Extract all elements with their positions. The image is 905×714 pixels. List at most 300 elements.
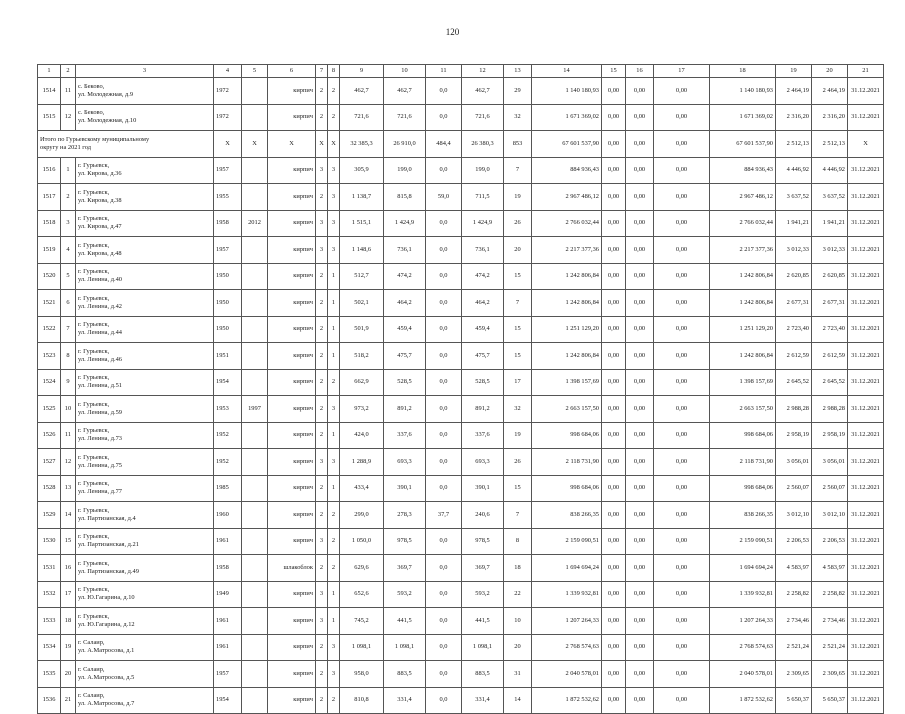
entrances-cell: 2 xyxy=(328,528,340,555)
residents-cell: 10 xyxy=(504,608,532,635)
unit-cost-cell: 2 206,53 xyxy=(776,528,812,555)
owners-funds-cell: 1 872 532,62 xyxy=(710,687,776,714)
max-unit-cost-cell: 2 734,46 xyxy=(812,608,848,635)
total-cost-cell: 2 040 578,01 xyxy=(532,661,602,688)
fund-cell: 0,00 xyxy=(626,316,654,343)
area-cell: 1 098,1 xyxy=(462,634,504,661)
column-number-header: 1 xyxy=(38,65,61,78)
row-number-cell: 14 xyxy=(61,502,76,529)
fund-cell: 0,00 xyxy=(602,555,626,582)
area-cell: 0,0 xyxy=(426,343,462,370)
max-unit-cost-cell: 2 958,19 xyxy=(812,422,848,449)
fund-cell: 0,00 xyxy=(602,157,626,184)
residents-cell: 26 xyxy=(504,210,532,237)
floors-cell: 3 xyxy=(316,210,328,237)
fund-cell: 0,00 xyxy=(654,608,710,635)
fund-cell: 0,00 xyxy=(626,661,654,688)
column-number-header: 19 xyxy=(776,65,812,78)
owners-funds-cell: 2 159 090,51 xyxy=(710,528,776,555)
floors-cell: 2 xyxy=(316,502,328,529)
row-index-cell: 1522 xyxy=(38,316,61,343)
row-number-cell: 4 xyxy=(61,237,76,264)
area-cell: 0,0 xyxy=(426,290,462,317)
residents-cell: 853 xyxy=(504,131,532,158)
entrances-cell: 1 xyxy=(328,475,340,502)
row-index-cell: 1534 xyxy=(38,634,61,661)
row-index-cell: 1520 xyxy=(38,263,61,290)
address-cell-line-2: ул. Ленина, д.44 xyxy=(78,329,122,337)
unit-cost-cell: 3 012,33 xyxy=(776,237,812,264)
residents-cell: 22 xyxy=(504,581,532,608)
area-cell: 433,4 xyxy=(340,475,384,502)
address-cell xyxy=(76,157,214,184)
year-built-cell: 1957 xyxy=(214,237,242,264)
area-cell: 0,0 xyxy=(426,634,462,661)
area-cell: 528,5 xyxy=(384,369,426,396)
column-number-header: 18 xyxy=(710,65,776,78)
row-number-cell: 6 xyxy=(61,290,76,317)
deadline-cell: 31.12.2021 xyxy=(848,502,884,529)
table-row xyxy=(38,210,884,237)
column-number-header: 2 xyxy=(61,65,76,78)
area-cell: 441,5 xyxy=(384,608,426,635)
entrances-cell: 1 xyxy=(328,608,340,635)
row-number-cell: 11 xyxy=(61,422,76,449)
address-cell xyxy=(76,343,214,370)
area-cell: 0,0 xyxy=(426,263,462,290)
address-cell xyxy=(76,184,214,211)
unit-cost-cell: 5 650,37 xyxy=(776,687,812,714)
unit-cost-cell: 2 734,46 xyxy=(776,608,812,635)
table-row xyxy=(38,661,884,688)
address-cell-line-1: с. Беково, xyxy=(78,82,105,90)
row-number-cell: 21 xyxy=(61,687,76,714)
area-cell: 745,2 xyxy=(340,608,384,635)
year-reconstructed-cell xyxy=(242,369,268,396)
floors-cell: 2 xyxy=(316,104,328,131)
area-cell: 337,6 xyxy=(384,422,426,449)
entrances-cell: 1 xyxy=(328,581,340,608)
area-cell: 462,7 xyxy=(462,78,504,105)
row-number-cell: 18 xyxy=(61,608,76,635)
fund-cell: 0,00 xyxy=(626,502,654,529)
total-cost-cell: 2 768 574,63 xyxy=(532,634,602,661)
wall-material-cell: кирпич xyxy=(268,237,316,264)
area-cell: 0,0 xyxy=(426,608,462,635)
address-cell-line-1: г. Гурьевск, xyxy=(78,453,110,461)
year-reconstructed-cell xyxy=(242,608,268,635)
entrances-cell: 3 xyxy=(328,661,340,688)
wall-material-cell: кирпич xyxy=(268,290,316,317)
wall-material-cell: кирпич xyxy=(268,661,316,688)
wall-material-cell: кирпич xyxy=(268,608,316,635)
area-cell: 37,7 xyxy=(426,502,462,529)
row-index-cell: 1535 xyxy=(38,661,61,688)
wall-material-cell: кирпич xyxy=(268,422,316,449)
row-index-cell: 1518 xyxy=(38,210,61,237)
wall-material-cell: кирпич xyxy=(268,104,316,131)
floors-cell: 2 xyxy=(316,184,328,211)
area-cell: 1 098,1 xyxy=(384,634,426,661)
fund-cell: 0,00 xyxy=(602,290,626,317)
fund-cell: 0,00 xyxy=(602,78,626,105)
fund-cell: 0,00 xyxy=(626,528,654,555)
wall-material-cell: кирпич xyxy=(268,528,316,555)
entrances-cell: 1 xyxy=(328,343,340,370)
address-cell-line-1: г. Гурьевск, xyxy=(78,506,110,514)
fund-cell: 0,00 xyxy=(626,131,654,158)
row-number-cell: 10 xyxy=(61,396,76,423)
fund-cell: 0,00 xyxy=(654,502,710,529)
table-row xyxy=(38,581,884,608)
fund-cell: 0,00 xyxy=(602,422,626,449)
row-number-cell: 12 xyxy=(61,104,76,131)
unit-cost-cell: 2 464,19 xyxy=(776,78,812,105)
year-reconstructed-cell xyxy=(242,343,268,370)
area-cell: 441,5 xyxy=(462,608,504,635)
area-cell: 978,5 xyxy=(462,528,504,555)
deadline-cell: 31.12.2021 xyxy=(848,581,884,608)
deadline-cell: 31.12.2021 xyxy=(848,237,884,264)
area-cell: 424,0 xyxy=(340,422,384,449)
entrances-cell: 3 xyxy=(328,157,340,184)
address-cell xyxy=(76,581,214,608)
floors-cell: 2 xyxy=(316,422,328,449)
floors-cell: 2 xyxy=(316,661,328,688)
entrances-cell: 2 xyxy=(328,104,340,131)
fund-cell: 0,00 xyxy=(654,528,710,555)
area-cell: 464,2 xyxy=(384,290,426,317)
max-unit-cost-cell: 3 056,01 xyxy=(812,449,848,476)
address-cell-line-2: ул. Ленина, д.77 xyxy=(78,488,122,496)
year-built-cell: 1950 xyxy=(214,263,242,290)
fund-cell: 0,00 xyxy=(626,157,654,184)
total-cost-cell: 1 694 694,24 xyxy=(532,555,602,582)
area-cell: 1 098,1 xyxy=(340,634,384,661)
floors-cell: 2 xyxy=(316,343,328,370)
fund-cell: 0,00 xyxy=(602,131,626,158)
year-built-cell: 1949 xyxy=(214,581,242,608)
row-number-cell: 17 xyxy=(61,581,76,608)
residents-cell: 20 xyxy=(504,237,532,264)
year-reconstructed-cell xyxy=(242,581,268,608)
area-cell: 629,6 xyxy=(340,555,384,582)
address-cell xyxy=(76,422,214,449)
total-cost-cell: 2 118 731,90 xyxy=(532,449,602,476)
address-cell xyxy=(76,687,214,714)
deadline-cell: 31.12.2021 xyxy=(848,369,884,396)
total-row xyxy=(38,131,884,158)
area-cell: 0,0 xyxy=(426,78,462,105)
area-cell: 59,0 xyxy=(426,184,462,211)
area-cell: 1 515,1 xyxy=(340,210,384,237)
owners-funds-cell: 1 671 369,02 xyxy=(710,104,776,131)
floors-cell: 3 xyxy=(316,581,328,608)
owners-funds-cell: 1 242 806,84 xyxy=(710,290,776,317)
area-cell: 0,0 xyxy=(426,449,462,476)
fund-cell: 0,00 xyxy=(626,555,654,582)
unit-cost-cell: 3 056,01 xyxy=(776,449,812,476)
year-reconstructed-cell: 2012 xyxy=(242,210,268,237)
year-built-cell: 1985 xyxy=(214,475,242,502)
fund-cell: 0,00 xyxy=(602,449,626,476)
area-cell: 958,0 xyxy=(340,661,384,688)
address-cell-line-1: г. Гурьевск, xyxy=(78,215,110,223)
table-row xyxy=(38,608,884,635)
row-index-cell: 1531 xyxy=(38,555,61,582)
max-unit-cost-cell: 2 512,13 xyxy=(812,131,848,158)
address-cell-line-2: ул. Кирова, д.48 xyxy=(78,249,122,257)
unit-cost-cell: 4 446,92 xyxy=(776,157,812,184)
address-cell-line-2: ул. Кирова, д.36 xyxy=(78,170,122,178)
year-reconstructed-cell xyxy=(242,502,268,529)
row-index-cell: 1536 xyxy=(38,687,61,714)
area-cell: 978,5 xyxy=(384,528,426,555)
column-number-header: 16 xyxy=(626,65,654,78)
address-cell-line-2: ул. Молодежная, д.10 xyxy=(78,117,137,125)
address-cell-line-2: ул. Ленина, д.51 xyxy=(78,382,122,390)
unit-cost-cell: 2 316,20 xyxy=(776,104,812,131)
floors-cell: 2 xyxy=(316,475,328,502)
entrances-cell: X xyxy=(328,131,340,158)
floors-cell: 3 xyxy=(316,449,328,476)
total-cost-cell: 2 967 486,12 xyxy=(532,184,602,211)
area-cell: 512,7 xyxy=(340,263,384,290)
row-number-cell: 2 xyxy=(61,184,76,211)
fund-cell: 0,00 xyxy=(654,316,710,343)
fund-cell: 0,00 xyxy=(602,263,626,290)
table-row xyxy=(38,316,884,343)
fund-cell: 0,00 xyxy=(626,184,654,211)
max-unit-cost-cell: 2 464,19 xyxy=(812,78,848,105)
address-cell-line-1: г. Гурьевск, xyxy=(78,374,110,382)
owners-funds-cell: 1 694 694,24 xyxy=(710,555,776,582)
table-row xyxy=(38,475,884,502)
deadline-cell: 31.12.2021 xyxy=(848,316,884,343)
max-unit-cost-cell: 2 620,85 xyxy=(812,263,848,290)
year-built-cell: 1972 xyxy=(214,78,242,105)
row-index-cell: 1514 xyxy=(38,78,61,105)
area-cell: 32 385,3 xyxy=(340,131,384,158)
address-cell-line-2: ул. Кирова, д.38 xyxy=(78,196,122,204)
year-reconstructed-cell xyxy=(242,422,268,449)
entrances-cell: 2 xyxy=(328,78,340,105)
row-number-cell: 7 xyxy=(61,316,76,343)
max-unit-cost-cell: 3 012,10 xyxy=(812,502,848,529)
area-cell: 0,0 xyxy=(426,555,462,582)
area-cell: 474,2 xyxy=(462,263,504,290)
area-cell: 0,0 xyxy=(426,396,462,423)
area-cell: 464,2 xyxy=(462,290,504,317)
fund-cell: 0,00 xyxy=(602,343,626,370)
row-index-cell: 1524 xyxy=(38,369,61,396)
address-cell-line-1: г. Гурьевск, xyxy=(78,321,110,329)
wall-material-cell: кирпич xyxy=(268,210,316,237)
year-reconstructed-cell xyxy=(242,237,268,264)
fund-cell: 0,00 xyxy=(654,343,710,370)
fund-cell: 0,00 xyxy=(626,78,654,105)
area-cell: 484,4 xyxy=(426,131,462,158)
deadline-cell: 31.12.2021 xyxy=(848,422,884,449)
fund-cell: 0,00 xyxy=(654,661,710,688)
total-cost-cell: 1 398 157,69 xyxy=(532,369,602,396)
total-cost-cell: 1 242 806,84 xyxy=(532,263,602,290)
area-cell: 736,1 xyxy=(462,237,504,264)
year-built-cell: 1961 xyxy=(214,634,242,661)
table-row xyxy=(38,634,884,661)
row-number-cell: 8 xyxy=(61,343,76,370)
year-reconstructed-cell: 1997 xyxy=(242,396,268,423)
area-cell: 0,0 xyxy=(426,422,462,449)
address-cell xyxy=(76,396,214,423)
area-cell: 299,0 xyxy=(340,502,384,529)
area-cell: 891,2 xyxy=(384,396,426,423)
area-cell: 369,7 xyxy=(384,555,426,582)
max-unit-cost-cell: 2 612,59 xyxy=(812,343,848,370)
residents-cell: 15 xyxy=(504,343,532,370)
max-unit-cost-cell: 4 446,92 xyxy=(812,157,848,184)
table-row xyxy=(38,555,884,582)
row-number-cell: 12 xyxy=(61,449,76,476)
table-row xyxy=(38,502,884,529)
address-cell-line-2: ул. А.Матросова, д.5 xyxy=(78,673,135,681)
address-cell-line-1: г. Гурьевск, xyxy=(78,400,110,408)
owners-funds-cell: 1 242 806,84 xyxy=(710,263,776,290)
total-cost-cell: 2 159 090,51 xyxy=(532,528,602,555)
residents-cell: 32 xyxy=(504,396,532,423)
year-reconstructed-cell xyxy=(242,263,268,290)
column-number-header: 5 xyxy=(242,65,268,78)
unit-cost-cell: 2 677,31 xyxy=(776,290,812,317)
area-cell: 815,8 xyxy=(384,184,426,211)
column-number-header: 3 xyxy=(76,65,214,78)
fund-cell: 0,00 xyxy=(626,343,654,370)
area-cell: 390,1 xyxy=(384,475,426,502)
total-cost-cell: 2 663 157,50 xyxy=(532,396,602,423)
area-cell: 26 910,0 xyxy=(384,131,426,158)
total-cost-cell: 838 266,35 xyxy=(532,502,602,529)
fund-cell: 0,00 xyxy=(602,528,626,555)
area-cell: 883,5 xyxy=(462,661,504,688)
total-cost-cell: 1 242 806,84 xyxy=(532,343,602,370)
fund-cell: 0,00 xyxy=(654,687,710,714)
wall-material-cell: кирпич xyxy=(268,184,316,211)
year-built-cell: 1951 xyxy=(214,343,242,370)
fund-cell: 0,00 xyxy=(602,316,626,343)
fund-cell: 0,00 xyxy=(602,608,626,635)
unit-cost-cell: 3 637,52 xyxy=(776,184,812,211)
area-cell: 810,8 xyxy=(340,687,384,714)
area-cell: 662,9 xyxy=(340,369,384,396)
area-cell: 736,1 xyxy=(384,237,426,264)
area-cell: 0,0 xyxy=(426,528,462,555)
max-unit-cost-cell: 2 258,82 xyxy=(812,581,848,608)
area-cell: 331,4 xyxy=(462,687,504,714)
year-reconstructed-cell xyxy=(242,555,268,582)
unit-cost-cell: 2 309,65 xyxy=(776,661,812,688)
area-cell: 475,7 xyxy=(462,343,504,370)
deadline-cell: 31.12.2021 xyxy=(848,263,884,290)
fund-cell: 0,00 xyxy=(654,369,710,396)
column-number-header: 9 xyxy=(340,65,384,78)
area-cell: 528,5 xyxy=(462,369,504,396)
entrances-cell: 1 xyxy=(328,290,340,317)
address-cell xyxy=(76,237,214,264)
wall-material-cell: X xyxy=(268,131,316,158)
total-cost-cell: 1 207 264,33 xyxy=(532,608,602,635)
deadline-cell: 31.12.2021 xyxy=(848,661,884,688)
fund-cell: 0,00 xyxy=(602,687,626,714)
table-row xyxy=(38,290,884,317)
owners-funds-cell: 998 684,06 xyxy=(710,422,776,449)
area-cell: 0,0 xyxy=(426,210,462,237)
max-unit-cost-cell: 3 637,52 xyxy=(812,184,848,211)
fund-cell: 0,00 xyxy=(626,475,654,502)
row-index-cell: 1525 xyxy=(38,396,61,423)
area-cell: 369,7 xyxy=(462,555,504,582)
wall-material-cell: кирпич xyxy=(268,581,316,608)
entrances-cell: 2 xyxy=(328,555,340,582)
area-cell: 721,6 xyxy=(340,104,384,131)
year-built-cell: 1961 xyxy=(214,528,242,555)
entrances-cell: 2 xyxy=(328,502,340,529)
address-cell xyxy=(76,316,214,343)
area-cell: 891,2 xyxy=(462,396,504,423)
residents-cell: 19 xyxy=(504,422,532,449)
year-reconstructed-cell xyxy=(242,290,268,317)
fund-cell: 0,00 xyxy=(654,581,710,608)
table-row xyxy=(38,184,884,211)
owners-funds-cell: 67 601 537,90 xyxy=(710,131,776,158)
deadline-cell: 31.12.2021 xyxy=(848,78,884,105)
address-cell-line-1: г. Гурьевск, xyxy=(78,559,110,567)
total-cost-cell: 1 872 532,62 xyxy=(532,687,602,714)
fund-cell: 0,00 xyxy=(602,396,626,423)
area-cell: 973,2 xyxy=(340,396,384,423)
fund-cell: 0,00 xyxy=(602,502,626,529)
year-built-cell: 1954 xyxy=(214,687,242,714)
year-reconstructed-cell xyxy=(242,661,268,688)
area-cell: 0,0 xyxy=(426,661,462,688)
unit-cost-cell: 2 723,40 xyxy=(776,316,812,343)
residents-cell: 31 xyxy=(504,661,532,688)
column-number-header: 12 xyxy=(462,65,504,78)
fund-cell: 0,00 xyxy=(602,661,626,688)
residents-cell: 8 xyxy=(504,528,532,555)
address-cell xyxy=(76,634,214,661)
fund-cell: 0,00 xyxy=(602,581,626,608)
owners-funds-cell: 1 207 264,33 xyxy=(710,608,776,635)
entrances-cell: 2 xyxy=(328,687,340,714)
fund-cell: 0,00 xyxy=(626,422,654,449)
owners-funds-cell: 1 242 806,84 xyxy=(710,343,776,370)
entrances-cell: 2 xyxy=(328,369,340,396)
area-cell: 199,0 xyxy=(462,157,504,184)
row-index-cell: 1523 xyxy=(38,343,61,370)
year-built-cell: 1952 xyxy=(214,449,242,476)
max-unit-cost-cell: 2 560,07 xyxy=(812,475,848,502)
area-cell: 883,5 xyxy=(384,661,426,688)
column-number-header: 10 xyxy=(384,65,426,78)
floors-cell: 2 xyxy=(316,634,328,661)
row-index-cell: 1528 xyxy=(38,475,61,502)
area-cell: 475,7 xyxy=(384,343,426,370)
year-reconstructed-cell xyxy=(242,157,268,184)
table-row xyxy=(38,422,884,449)
wall-material-cell: кирпич xyxy=(268,369,316,396)
max-unit-cost-cell: 2 206,53 xyxy=(812,528,848,555)
fund-cell: 0,00 xyxy=(626,687,654,714)
